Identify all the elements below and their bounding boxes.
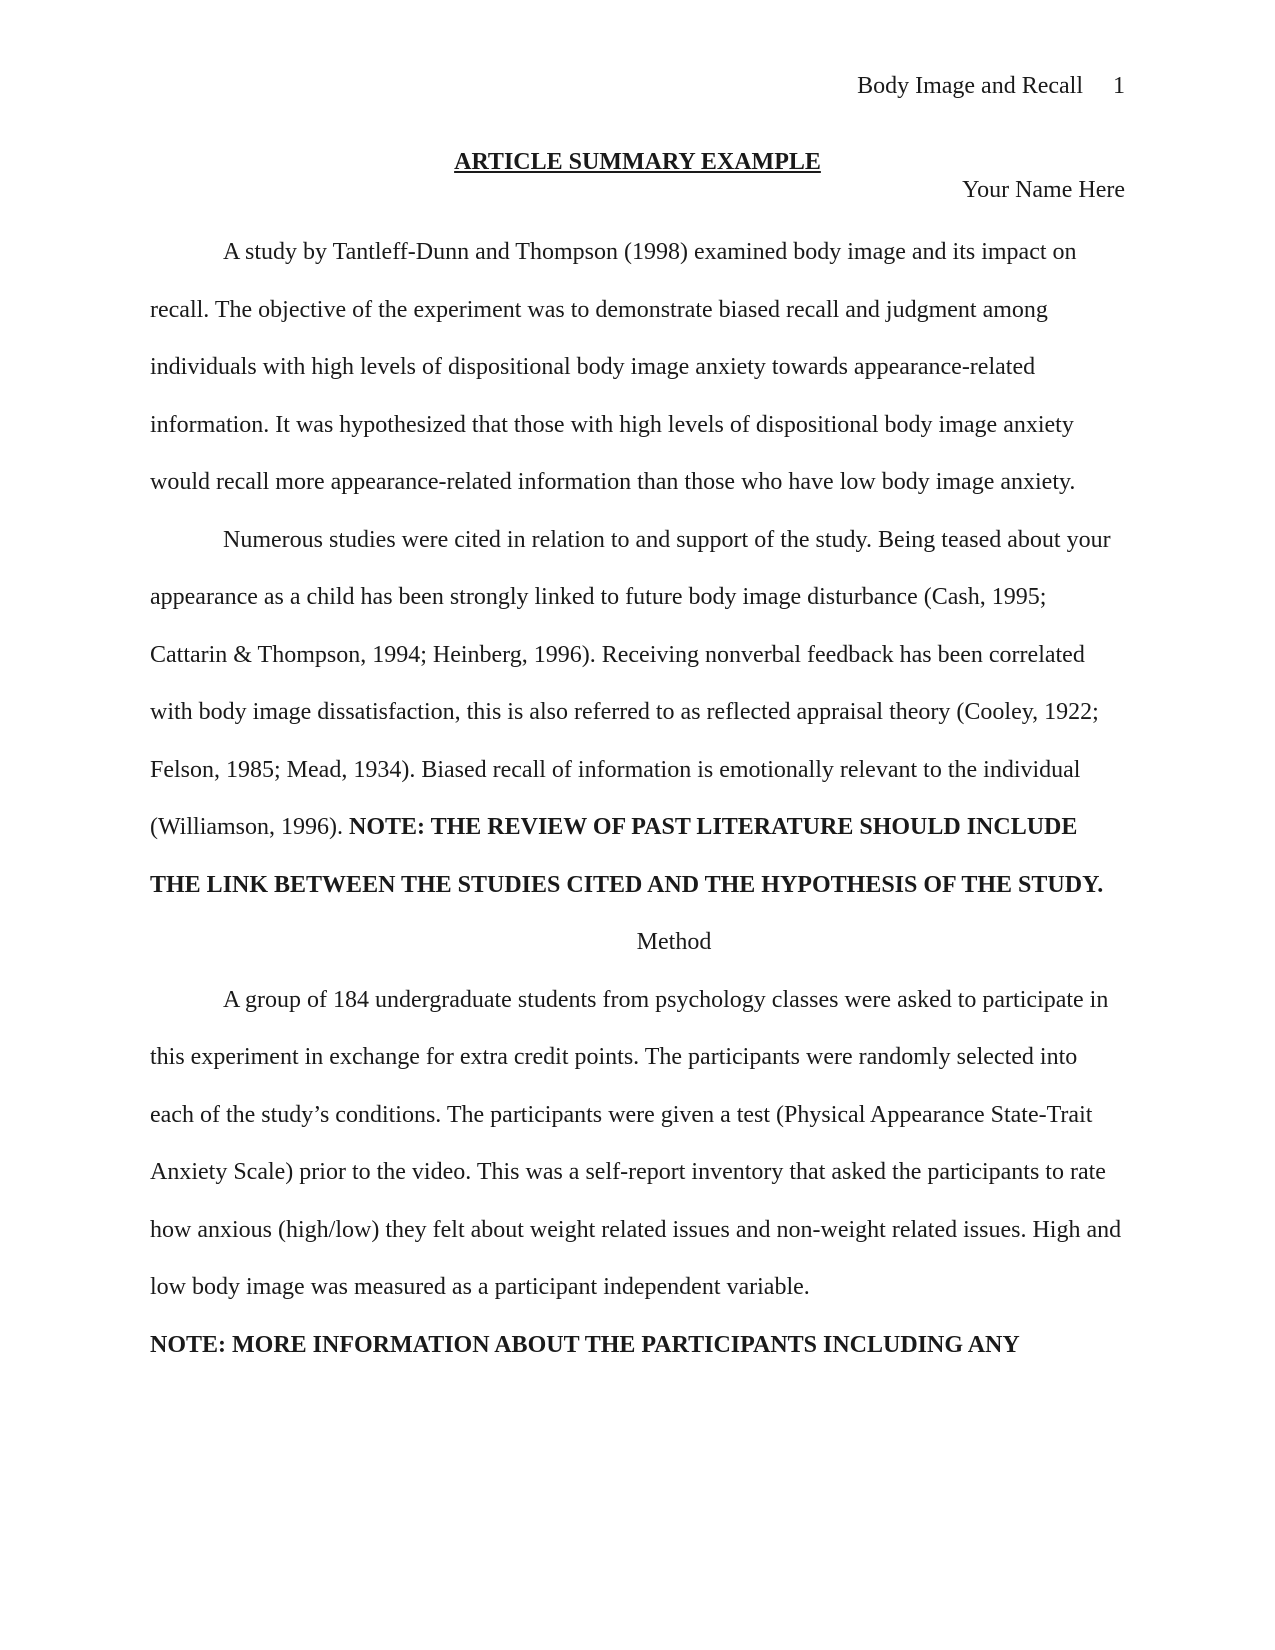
page-number: 1 bbox=[1113, 73, 1125, 99]
intro-paragraph: A study by Tantleff-Dunn and Thompson (1998) examined body image and its impact on recall. The objective of the experiment was to demonstrate biased recall and judgment among individuals with high levels of dispositional body image anxiety towards appearance-related information. It was hypothesized that those with high levels of dispositional body image anxiety would recall more appearance-related information than those who have low body image anxiety. bbox=[150, 239, 1077, 495]
method-heading: Method bbox=[636, 929, 712, 955]
literature-paragraph bbox=[150, 512, 1125, 915]
running-head bbox=[857, 72, 1125, 100]
document-body bbox=[150, 224, 1125, 1374]
participants-note-text: NOTE: MORE INFORMATION ABOUT THE PARTICIPANTS INCLUDING ANY bbox=[150, 1331, 1020, 1358]
participants-note bbox=[150, 1317, 1125, 1375]
literature-note: NOTE: THE REVIEW OF PAST LITERATURE SHOULD INCLUDE THE LINK BETWEEN THE STUDIES CITED AND THE HYPOTHESIS OF THE STUDY. bbox=[150, 814, 1104, 898]
document-title: ARTICLE SUMMARY EXAMPLE bbox=[454, 149, 821, 175]
method-paragraph: A group of 184 undergraduate students from psychology classes were asked to participate in this experiment in exchange for extra credit points. The participants were randomly selected into each of the study’s conditions. The participants were given a test (Physical Appearance State-Trait Anxiety Scale) prior to the video. This was a self-report inventory that asked the participants to rate how anxious (high/low) they felt about weight related issues and non-weight related issues. High and low body image was measured as a participant independent variable. bbox=[150, 986, 1122, 1300]
literature-text: Numerous studies were cited in relation to and support of the study. Being teased about your appearance as a child has been strongly linked to future body image disturbance (Cash, 1995; Cattarin & Thompson, 1994; Heinberg, 1996). Receiving nonverbal feedback has been correlated with body image dissatisfaction, this is also referred to as reflected appraisal theory (Cooley, 1922; Felson, 1985; Mead, 1934). Biased recall of information is emotionally relevant to the individual (Williamson, 1996). bbox=[150, 526, 1111, 840]
author-name: Your Name Here bbox=[962, 177, 1125, 203]
running-head-title: Body Image and Recall bbox=[857, 73, 1083, 99]
